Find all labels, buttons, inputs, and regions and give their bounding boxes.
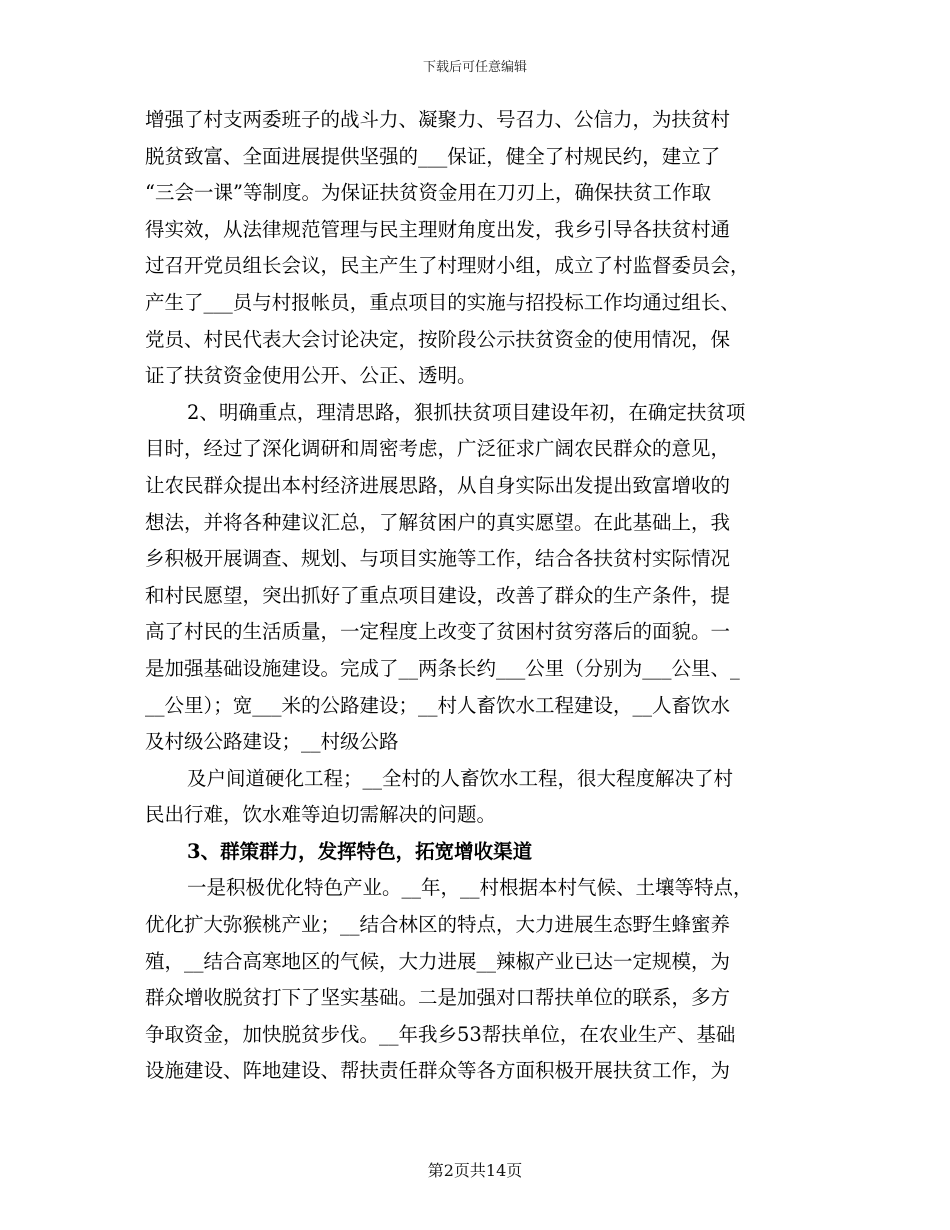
- text-line: 脱贫致富、全面进展提供坚强的___保证，健全了村规民约，建立了: [145, 144, 721, 168]
- text-line: 民出行难，饮水难等迫切需解决的问题。: [145, 803, 497, 827]
- text-line: 得实效，从法律规范管理与民主理财角度出发，我乡引导各扶贫村通: [145, 217, 731, 241]
- page-header: 下载后可任意编辑: [422, 60, 527, 75]
- text-line: 让农民群众提出本村经济进展思路，从自身实际出发提出致富增收的: [145, 473, 731, 497]
- text-line: 产生了___员与村报帐员，重点项目的实施与招投标工作均通过组长、: [145, 290, 740, 314]
- paragraph-start-line: 一是积极优化特色产业。__年，__村根据本村气候、土壤等特点，: [187, 876, 753, 900]
- text-line: 目时，经过了深化调研和周密考虑，广泛征求广阔农民群众的意见，: [145, 437, 731, 461]
- text-line: 高了村民的生活质量，一定程度上改变了贫困村贫穷落后的面貌。一: [145, 620, 731, 644]
- section-heading: 3、群策群力，发挥特色，拓宽增收渠道: [187, 839, 533, 863]
- text-line: 增强了村支两委班子的战斗力、凝聚力、号召力、公信力，为扶贫村: [145, 108, 731, 131]
- text-line: 及村级公路建设；__村级公路: [145, 730, 399, 754]
- paragraph-start-line: 及户间道硬化工程；__全村的人畜饮水工程，很大程度解决了村: [187, 766, 734, 790]
- text-line: 想法，并将各种建议汇总，了解贫困户的真实愿望。在此基础上，我: [145, 510, 731, 534]
- text-line: 优化扩大弥猴桃产业；__结合林区的特点，大力进展生态野生蜂蜜养: [145, 913, 731, 937]
- text-line: 是加强基础设施建设。完成了__两条长约___公里（分别为___公里、_: [145, 656, 740, 680]
- paragraph-start-line: 2、明确重点，理清思路，狠抓扶贫项目建设年初，在确定扶贫项: [187, 400, 746, 424]
- page-footer: 第2页共14页: [427, 1161, 523, 1180]
- text-line: 乡积极开展调查、规划、与项目实施等工作，结合各扶贫村实际情况: [145, 547, 731, 571]
- text-line: 和村民愿望，突出抓好了重点项目建设，改善了群众的生产条件，提: [145, 583, 731, 607]
- text-line: 过召开党员组长会议，民主产生了村理财小组，成立了村监督委员会，: [145, 254, 750, 278]
- text-line: 争取资金，加快脱贫步伐。__年我乡53帮扶单位，在农业生产、基础: [145, 1022, 736, 1046]
- text-line: __公里）；宽___米的公路建设；__村人畜饮水工程建设，__人畜饮水: [145, 693, 731, 717]
- text-line: 群众增收脱贫打下了坚实基础。二是加强对口帮扶单位的联系，多方: [145, 986, 731, 1010]
- text-line: 党员、村民代表大会讨论决定，按阶段公示扶贫资金的使用情况，保: [145, 327, 731, 351]
- text-line: 殖，__结合高寒地区的气候，大力进展__辣椒产业已达一定规模，为: [145, 949, 731, 973]
- text-line: 证了扶贫资金使用公开、公正、透明。: [145, 364, 477, 388]
- document-body: [145, 102, 810, 1090]
- text-line: 设施建设、阵地建设、帮扶责任群众等各方面积极开展扶贫工作，为: [145, 1059, 731, 1083]
- text-line: “三会一课”等制度。为保证扶贫资金用在刀刃上，确保扶贫工作取: [145, 181, 711, 205]
